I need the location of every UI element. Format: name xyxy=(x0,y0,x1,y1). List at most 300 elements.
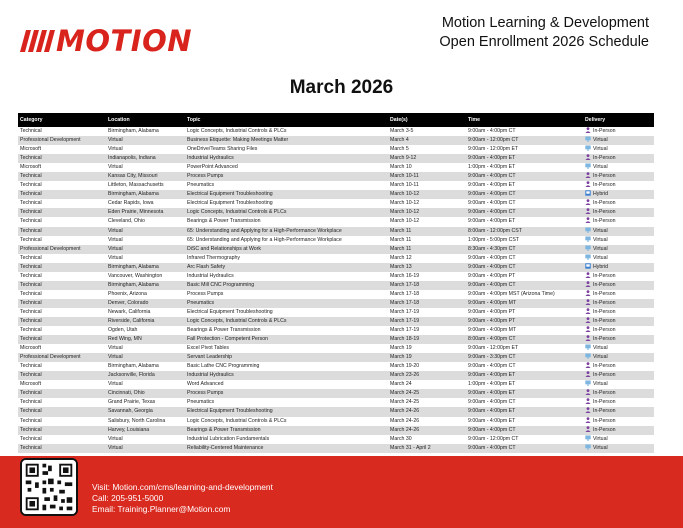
person-icon xyxy=(585,389,591,395)
cell-category: Technical xyxy=(18,426,106,435)
monitor-icon xyxy=(585,227,591,233)
delivery-label: Virtual xyxy=(593,435,608,442)
table-row xyxy=(18,227,654,236)
cell-location: Virtual xyxy=(106,444,185,453)
cell-delivery xyxy=(583,299,654,308)
cell-delivery xyxy=(583,227,654,236)
cell-topic: Logic Concepts, Industrial Controls & PLCs xyxy=(185,417,388,426)
delivery-label: In-Person xyxy=(593,182,616,189)
cell-category: Technical xyxy=(18,127,106,136)
cell-topic: Process Pumps xyxy=(185,389,388,398)
column-header-topic: Topic xyxy=(185,113,388,127)
person-icon xyxy=(585,217,591,223)
cell-time: 9:00am - 4:00pm CT xyxy=(466,362,583,371)
cell-location: Cincinnati, Ohio xyxy=(106,389,185,398)
cell-time: 9:00am - 12:00pm CT xyxy=(466,136,583,145)
person-icon xyxy=(585,281,591,287)
cell-category: Technical xyxy=(18,299,106,308)
cell-topic: Process Pumps xyxy=(185,290,388,299)
delivery-label: In-Person xyxy=(593,372,616,379)
cell-location: Harvey, Louisiana xyxy=(106,426,185,435)
person-icon xyxy=(585,272,591,278)
table-row xyxy=(18,380,654,389)
cell-delivery xyxy=(583,263,654,272)
footer-bar xyxy=(0,456,683,528)
cell-delivery xyxy=(583,317,654,326)
cell-dates: March 10-12 xyxy=(388,217,466,226)
cell-delivery xyxy=(583,290,654,299)
cell-time: 9:00am - 4:00pm ET xyxy=(466,417,583,426)
cell-category: Technical xyxy=(18,281,106,290)
cell-dates: March 19 xyxy=(388,344,466,353)
cell-dates: March 10-12 xyxy=(388,190,466,199)
cell-dates: March 24 xyxy=(388,380,466,389)
cell-location: Birmingham, Alabama xyxy=(106,362,185,371)
delivery-label: In-Person xyxy=(593,399,616,406)
cell-category: Microsoft xyxy=(18,145,106,154)
person-icon xyxy=(585,127,591,133)
delivery-label: In-Person xyxy=(593,426,616,433)
cell-delivery xyxy=(583,398,654,407)
cell-category: Technical xyxy=(18,254,106,263)
table-row xyxy=(18,154,654,163)
delivery-label: In-Person xyxy=(593,318,616,324)
delivery-label: In-Person xyxy=(593,281,616,288)
cell-dates: March 4 xyxy=(388,136,466,145)
delivery-label: In-Person xyxy=(593,290,616,297)
footer-email[interactable]: Email: Training.Planner@Motion.com xyxy=(92,504,231,514)
monitor-icon xyxy=(585,254,591,260)
cell-time: 9:00am - 4:00pm CT xyxy=(466,263,583,272)
cell-dates: March 16-19 xyxy=(388,272,466,281)
cell-delivery xyxy=(583,172,654,181)
delivery-label: Virtual xyxy=(593,236,608,243)
monitor-icon xyxy=(585,344,591,350)
cell-location: Newark, California xyxy=(106,308,185,317)
footer-contact xyxy=(92,482,273,515)
cell-time: 1:00pm - 4:00pm ET xyxy=(466,163,583,172)
cell-delivery xyxy=(583,208,654,217)
cell-time: 9:00am - 4:00pm CT xyxy=(466,199,583,208)
cell-dates: March 11 xyxy=(388,236,466,245)
table-row xyxy=(18,208,654,217)
cell-delivery xyxy=(583,444,654,453)
cell-category: Technical xyxy=(18,407,106,416)
cell-time: 9:00am - 4:00pm CT xyxy=(466,172,583,181)
table-row xyxy=(18,335,654,344)
cell-category: Technical xyxy=(18,308,106,317)
table-row xyxy=(18,426,654,435)
cell-location: Phoenix, Arizona xyxy=(106,290,185,299)
cell-delivery xyxy=(583,371,654,380)
delivery-label: In-Person xyxy=(593,327,616,334)
cell-category: Technical xyxy=(18,208,106,217)
cell-delivery xyxy=(583,407,654,416)
cell-dates: March 24-25 xyxy=(388,398,466,407)
person-icon xyxy=(585,299,591,305)
cell-dates: March 24-25 xyxy=(388,389,466,398)
person-icon xyxy=(585,326,591,332)
cell-topic: Business Etiquette: Making Meetings Matter xyxy=(185,136,388,145)
cell-category: Microsoft xyxy=(18,344,106,353)
cell-topic: Bearings & Power Transmission xyxy=(185,326,388,335)
cell-dates: March 11 xyxy=(388,227,466,236)
table-row xyxy=(18,362,654,371)
cell-time: 9:00am - 4:00pm ET xyxy=(466,407,583,416)
cell-topic: Electrical Equipment Troubleshooting xyxy=(185,190,388,199)
cell-time: 9:00am - 4:00pm ET xyxy=(466,371,583,380)
cell-topic: Bearings & Power Transmission xyxy=(185,217,388,226)
hybrid-icon xyxy=(585,263,591,269)
cell-time: 9:00am - 4:00pm PT xyxy=(466,308,583,317)
cell-delivery xyxy=(583,335,654,344)
cell-dates: March 30 xyxy=(388,435,466,444)
cell-time: 8:00am - 12:00pm CST xyxy=(466,227,583,236)
delivery-label: In-Person xyxy=(593,173,616,180)
delivery-label: Virtual xyxy=(593,146,608,153)
cell-dates: March 19 xyxy=(388,353,466,362)
cell-category: Technical xyxy=(18,181,106,190)
cell-dates: March 10-12 xyxy=(388,199,466,208)
person-icon xyxy=(585,362,591,368)
cell-location: Virtual xyxy=(106,380,185,389)
cell-delivery xyxy=(583,353,654,362)
table-row xyxy=(18,127,654,136)
cell-topic: Logic Concepts, Industrial Controls & PLCs xyxy=(185,208,388,217)
delivery-label: Virtual xyxy=(593,254,608,261)
cell-delivery xyxy=(583,344,654,353)
cell-time: 8:30am - 4:30pm CT xyxy=(466,245,583,254)
cell-category: Technical xyxy=(18,444,106,453)
document-title xyxy=(439,14,649,52)
cell-category: Technical xyxy=(18,272,106,281)
cell-location: Virtual xyxy=(106,236,185,245)
cell-location: Virtual xyxy=(106,353,185,362)
table-row xyxy=(18,371,654,380)
cell-location: Virtual xyxy=(106,245,185,254)
monitor-icon xyxy=(585,236,591,242)
table-row xyxy=(18,407,654,416)
cell-location: Red Wing, MN xyxy=(106,335,185,344)
cell-topic: Process Pumps xyxy=(185,172,388,181)
cell-category: Professional Development xyxy=(18,353,106,362)
cell-topic: 65: Understanding and Applying for a High-Performance Workplace xyxy=(185,227,388,236)
table-row xyxy=(18,236,654,245)
cell-topic: Basic Lathe CNC Programming xyxy=(185,362,388,371)
table-row xyxy=(18,190,654,199)
cell-time: 8:00am - 4:00pm CT xyxy=(466,335,583,344)
motion-logo xyxy=(20,26,210,56)
monitor-icon xyxy=(585,163,591,169)
column-header-location: Location xyxy=(106,113,185,127)
cell-topic: Servant Leadership xyxy=(185,353,388,362)
cell-category: Microsoft xyxy=(18,163,106,172)
cell-time: 9:00am - 4:00pm CT xyxy=(466,281,583,290)
cell-dates: March 9-12 xyxy=(388,154,466,163)
cell-time: 9:00am - 4:00pm PT xyxy=(466,317,583,326)
person-icon xyxy=(585,172,591,178)
cell-topic: Logic Concepts, Industrial Controls & PLCs xyxy=(185,127,388,136)
cell-delivery xyxy=(583,435,654,444)
cell-dates: March 17-19 xyxy=(388,317,466,326)
cell-category: Technical xyxy=(18,389,106,398)
cell-topic: Electrical Equipment Troubleshooting xyxy=(185,407,388,416)
delivery-label: Virtual xyxy=(593,444,608,451)
cell-topic: Arc Flash Safety xyxy=(185,263,388,272)
person-icon xyxy=(585,290,591,296)
cell-location: Virtual xyxy=(106,254,185,263)
cell-location: Eden Prairie, Minnesota xyxy=(106,208,185,217)
cell-dates: March 19-20 xyxy=(388,362,466,371)
cell-category: Technical xyxy=(18,335,106,344)
cell-time: 9:00am - 4:00pm CT xyxy=(466,127,583,136)
delivery-label: In-Person xyxy=(593,336,616,343)
cell-topic: Industrial Hydraulics xyxy=(185,154,388,163)
cell-category: Technical xyxy=(18,227,106,236)
cell-time: 9:00am - 4:00pm PT xyxy=(466,272,583,281)
logo-stripes-icon xyxy=(20,30,56,52)
table-row xyxy=(18,199,654,208)
monitor-icon xyxy=(585,145,591,151)
cell-category: Microsoft xyxy=(18,380,106,389)
cell-location: Virtual xyxy=(106,435,185,444)
cell-dates: March 10-11 xyxy=(388,172,466,181)
table-row xyxy=(18,281,654,290)
cell-topic: Industrial Hydraulics xyxy=(185,371,388,380)
cell-category: Technical xyxy=(18,398,106,407)
cell-location: Grand Prairie, Texas xyxy=(106,398,185,407)
cell-time: 9:00am - 4:00pm ET xyxy=(466,154,583,163)
cell-location: Ogden, Utah xyxy=(106,326,185,335)
cell-topic: Pneumatics xyxy=(185,299,388,308)
cell-delivery xyxy=(583,199,654,208)
cell-location: Birmingham, Alabama xyxy=(106,190,185,199)
person-icon xyxy=(585,308,591,314)
table-row xyxy=(18,344,654,353)
monitor-icon xyxy=(585,435,591,441)
cell-location: Virtual xyxy=(106,227,185,236)
column-header-category: Category xyxy=(18,113,106,127)
cell-delivery xyxy=(583,272,654,281)
cell-dates: March 11 xyxy=(388,245,466,254)
cell-topic: Basic Mill CNC Programming xyxy=(185,281,388,290)
cell-time: 9:00am - 4:00pm MT xyxy=(466,299,583,308)
cell-delivery xyxy=(583,426,654,435)
cell-dates: March 23-26 xyxy=(388,371,466,380)
cell-category: Technical xyxy=(18,290,106,299)
cell-time: 9:00am - 12:00pm ET xyxy=(466,145,583,154)
column-header-delivery: Delivery xyxy=(583,113,654,127)
cell-delivery xyxy=(583,326,654,335)
cell-category: Technical xyxy=(18,217,106,226)
delivery-label: Virtual xyxy=(593,345,608,352)
delivery-label: In-Person xyxy=(593,200,616,207)
cell-delivery xyxy=(583,181,654,190)
cell-dates: March 24-26 xyxy=(388,407,466,416)
cell-topic: DiSC and Relationships at Work xyxy=(185,245,388,254)
cell-location: Jacksonville, Florida xyxy=(106,371,185,380)
cell-location: Salisbury, North Carolina xyxy=(106,417,185,426)
cell-dates: March 24-26 xyxy=(388,417,466,426)
cell-topic: Excel Pivot Tables xyxy=(185,344,388,353)
cell-dates: March 17-19 xyxy=(388,308,466,317)
table-row xyxy=(18,145,654,154)
cell-dates: March 31 - April 2 xyxy=(388,444,466,453)
delivery-label: Hybrid xyxy=(593,263,608,270)
delivery-label: Virtual xyxy=(593,137,608,144)
cell-delivery xyxy=(583,254,654,263)
delivery-label: In-Person xyxy=(593,308,616,315)
delivery-label: In-Person xyxy=(593,209,616,216)
person-icon xyxy=(585,417,591,423)
cell-topic: PowerPoint Advanced xyxy=(185,163,388,172)
cell-category: Technical xyxy=(18,417,106,426)
cell-time: 9:00am - 4:00pm CT xyxy=(466,444,583,453)
table-row xyxy=(18,290,654,299)
cell-category: Technical xyxy=(18,172,106,181)
cell-location: Cedar Rapids, Iowa xyxy=(106,199,185,208)
delivery-label: Virtual xyxy=(593,354,608,361)
cell-location: Riverside, California xyxy=(106,317,185,326)
cell-time: 9:00am - 4:00pm MST (Arizona Time) xyxy=(466,290,583,299)
delivery-label: In-Person xyxy=(593,417,616,424)
person-icon xyxy=(585,407,591,413)
cell-time: 9:00am - 4:00pm CT xyxy=(466,208,583,217)
cell-dates: March 5 xyxy=(388,145,466,154)
qr-code-icon xyxy=(20,458,78,516)
cell-delivery xyxy=(583,417,654,426)
person-icon xyxy=(585,317,591,323)
cell-category: Technical xyxy=(18,326,106,335)
cell-location: Indianapolis, Indiana xyxy=(106,154,185,163)
title-line-1: Motion Learning & Development xyxy=(441,15,649,31)
cell-category: Technical xyxy=(18,371,106,380)
table-row xyxy=(18,272,654,281)
cell-delivery xyxy=(583,389,654,398)
delivery-label: Virtual xyxy=(593,381,608,388)
table-row xyxy=(18,444,654,453)
cell-delivery xyxy=(583,362,654,371)
hybrid-icon xyxy=(585,190,591,196)
person-icon xyxy=(585,154,591,160)
cell-delivery xyxy=(583,163,654,172)
cell-dates: March 10 xyxy=(388,163,466,172)
cell-location: Kansas City, Missouri xyxy=(106,172,185,181)
cell-location: Virtual xyxy=(106,163,185,172)
column-header-time: Time xyxy=(466,113,583,127)
person-icon xyxy=(585,208,591,214)
cell-topic: Electrical Equipment Troubleshooting xyxy=(185,308,388,317)
cell-location: Birmingham, Alabama xyxy=(106,127,185,136)
cell-time: 9:00am - 4:00pm ET xyxy=(466,217,583,226)
cell-category: Technical xyxy=(18,190,106,199)
table-row xyxy=(18,417,654,426)
cell-topic: Logic Concepts, Industrial Controls & PLCs xyxy=(185,317,388,326)
cell-category: Technical xyxy=(18,435,106,444)
delivery-label: Virtual xyxy=(593,245,608,252)
cell-location: Virtual xyxy=(106,145,185,154)
cell-delivery xyxy=(583,308,654,317)
table-row xyxy=(18,308,654,317)
table-row xyxy=(18,136,654,145)
cell-delivery xyxy=(583,380,654,389)
cell-location: Birmingham, Alabama xyxy=(106,263,185,272)
footer-phone: Call: 205-951-5000 xyxy=(92,493,164,503)
table-row xyxy=(18,172,654,181)
cell-category: Technical xyxy=(18,154,106,163)
cell-delivery xyxy=(583,236,654,245)
person-icon xyxy=(585,371,591,377)
cell-dates: March 17-18 xyxy=(388,299,466,308)
cell-delivery xyxy=(583,190,654,199)
delivery-label: Hybrid xyxy=(593,191,608,198)
cell-topic: Word Advanced xyxy=(185,380,388,389)
cell-category: Technical xyxy=(18,317,106,326)
monitor-icon xyxy=(585,136,591,142)
cell-topic: Industrial Hydraulics xyxy=(185,272,388,281)
cell-location: Virtual xyxy=(106,136,185,145)
table-row xyxy=(18,299,654,308)
table-row xyxy=(18,254,654,263)
cell-time: 9:00am - 4:00pm ET xyxy=(466,181,583,190)
delivery-label: In-Person xyxy=(593,363,616,370)
cell-location: Denver, Colorado xyxy=(106,299,185,308)
cell-category: Technical xyxy=(18,263,106,272)
title-line-2: Open Enrollment 2026 Schedule xyxy=(439,34,649,50)
monitor-icon xyxy=(585,444,591,450)
cell-topic: Bearings & Power Transmission xyxy=(185,426,388,435)
person-icon xyxy=(585,426,591,432)
person-icon xyxy=(585,181,591,187)
cell-category: Technical xyxy=(18,199,106,208)
delivery-label: In-Person xyxy=(593,408,616,415)
cell-dates: March 17-18 xyxy=(388,281,466,290)
delivery-label: In-Person xyxy=(593,218,616,225)
table-row xyxy=(18,353,654,362)
cell-delivery xyxy=(583,145,654,154)
cell-location: Littleton, Massachusetts xyxy=(106,181,185,190)
table-row xyxy=(18,435,654,444)
cell-dates: March 24-26 xyxy=(388,426,466,435)
column-header-dates: Date(s) xyxy=(388,113,466,127)
table-header-row xyxy=(18,113,654,127)
cell-topic: Infrared Thermography xyxy=(185,254,388,263)
delivery-label: In-Person xyxy=(593,128,616,135)
cell-dates: March 17-18 xyxy=(388,290,466,299)
footer-visit-link[interactable]: Visit: Motion.com/cms/learning-and-development xyxy=(92,482,273,492)
table-row xyxy=(18,389,654,398)
cell-delivery xyxy=(583,154,654,163)
month-heading: March 2026 xyxy=(289,77,394,98)
cell-dates: March 12 xyxy=(388,254,466,263)
table-row xyxy=(18,245,654,254)
cell-topic: Electrical Equipment Troubleshooting xyxy=(185,199,388,208)
cell-delivery xyxy=(583,136,654,145)
delivery-label: In-Person xyxy=(593,272,616,279)
table-row xyxy=(18,326,654,335)
cell-location: Birmingham, Alabama xyxy=(106,281,185,290)
cell-category: Technical xyxy=(18,362,106,371)
cell-delivery xyxy=(583,127,654,136)
cell-topic: Pneumatics xyxy=(185,181,388,190)
cell-time: 9:00am - 12:00pm ET xyxy=(466,344,583,353)
monitor-icon xyxy=(585,380,591,386)
cell-delivery xyxy=(583,281,654,290)
table-row xyxy=(18,317,654,326)
table-row xyxy=(18,398,654,407)
cell-time: 1:00pm - 4:00pm ET xyxy=(466,380,583,389)
cell-dates: March 17-19 xyxy=(388,326,466,335)
